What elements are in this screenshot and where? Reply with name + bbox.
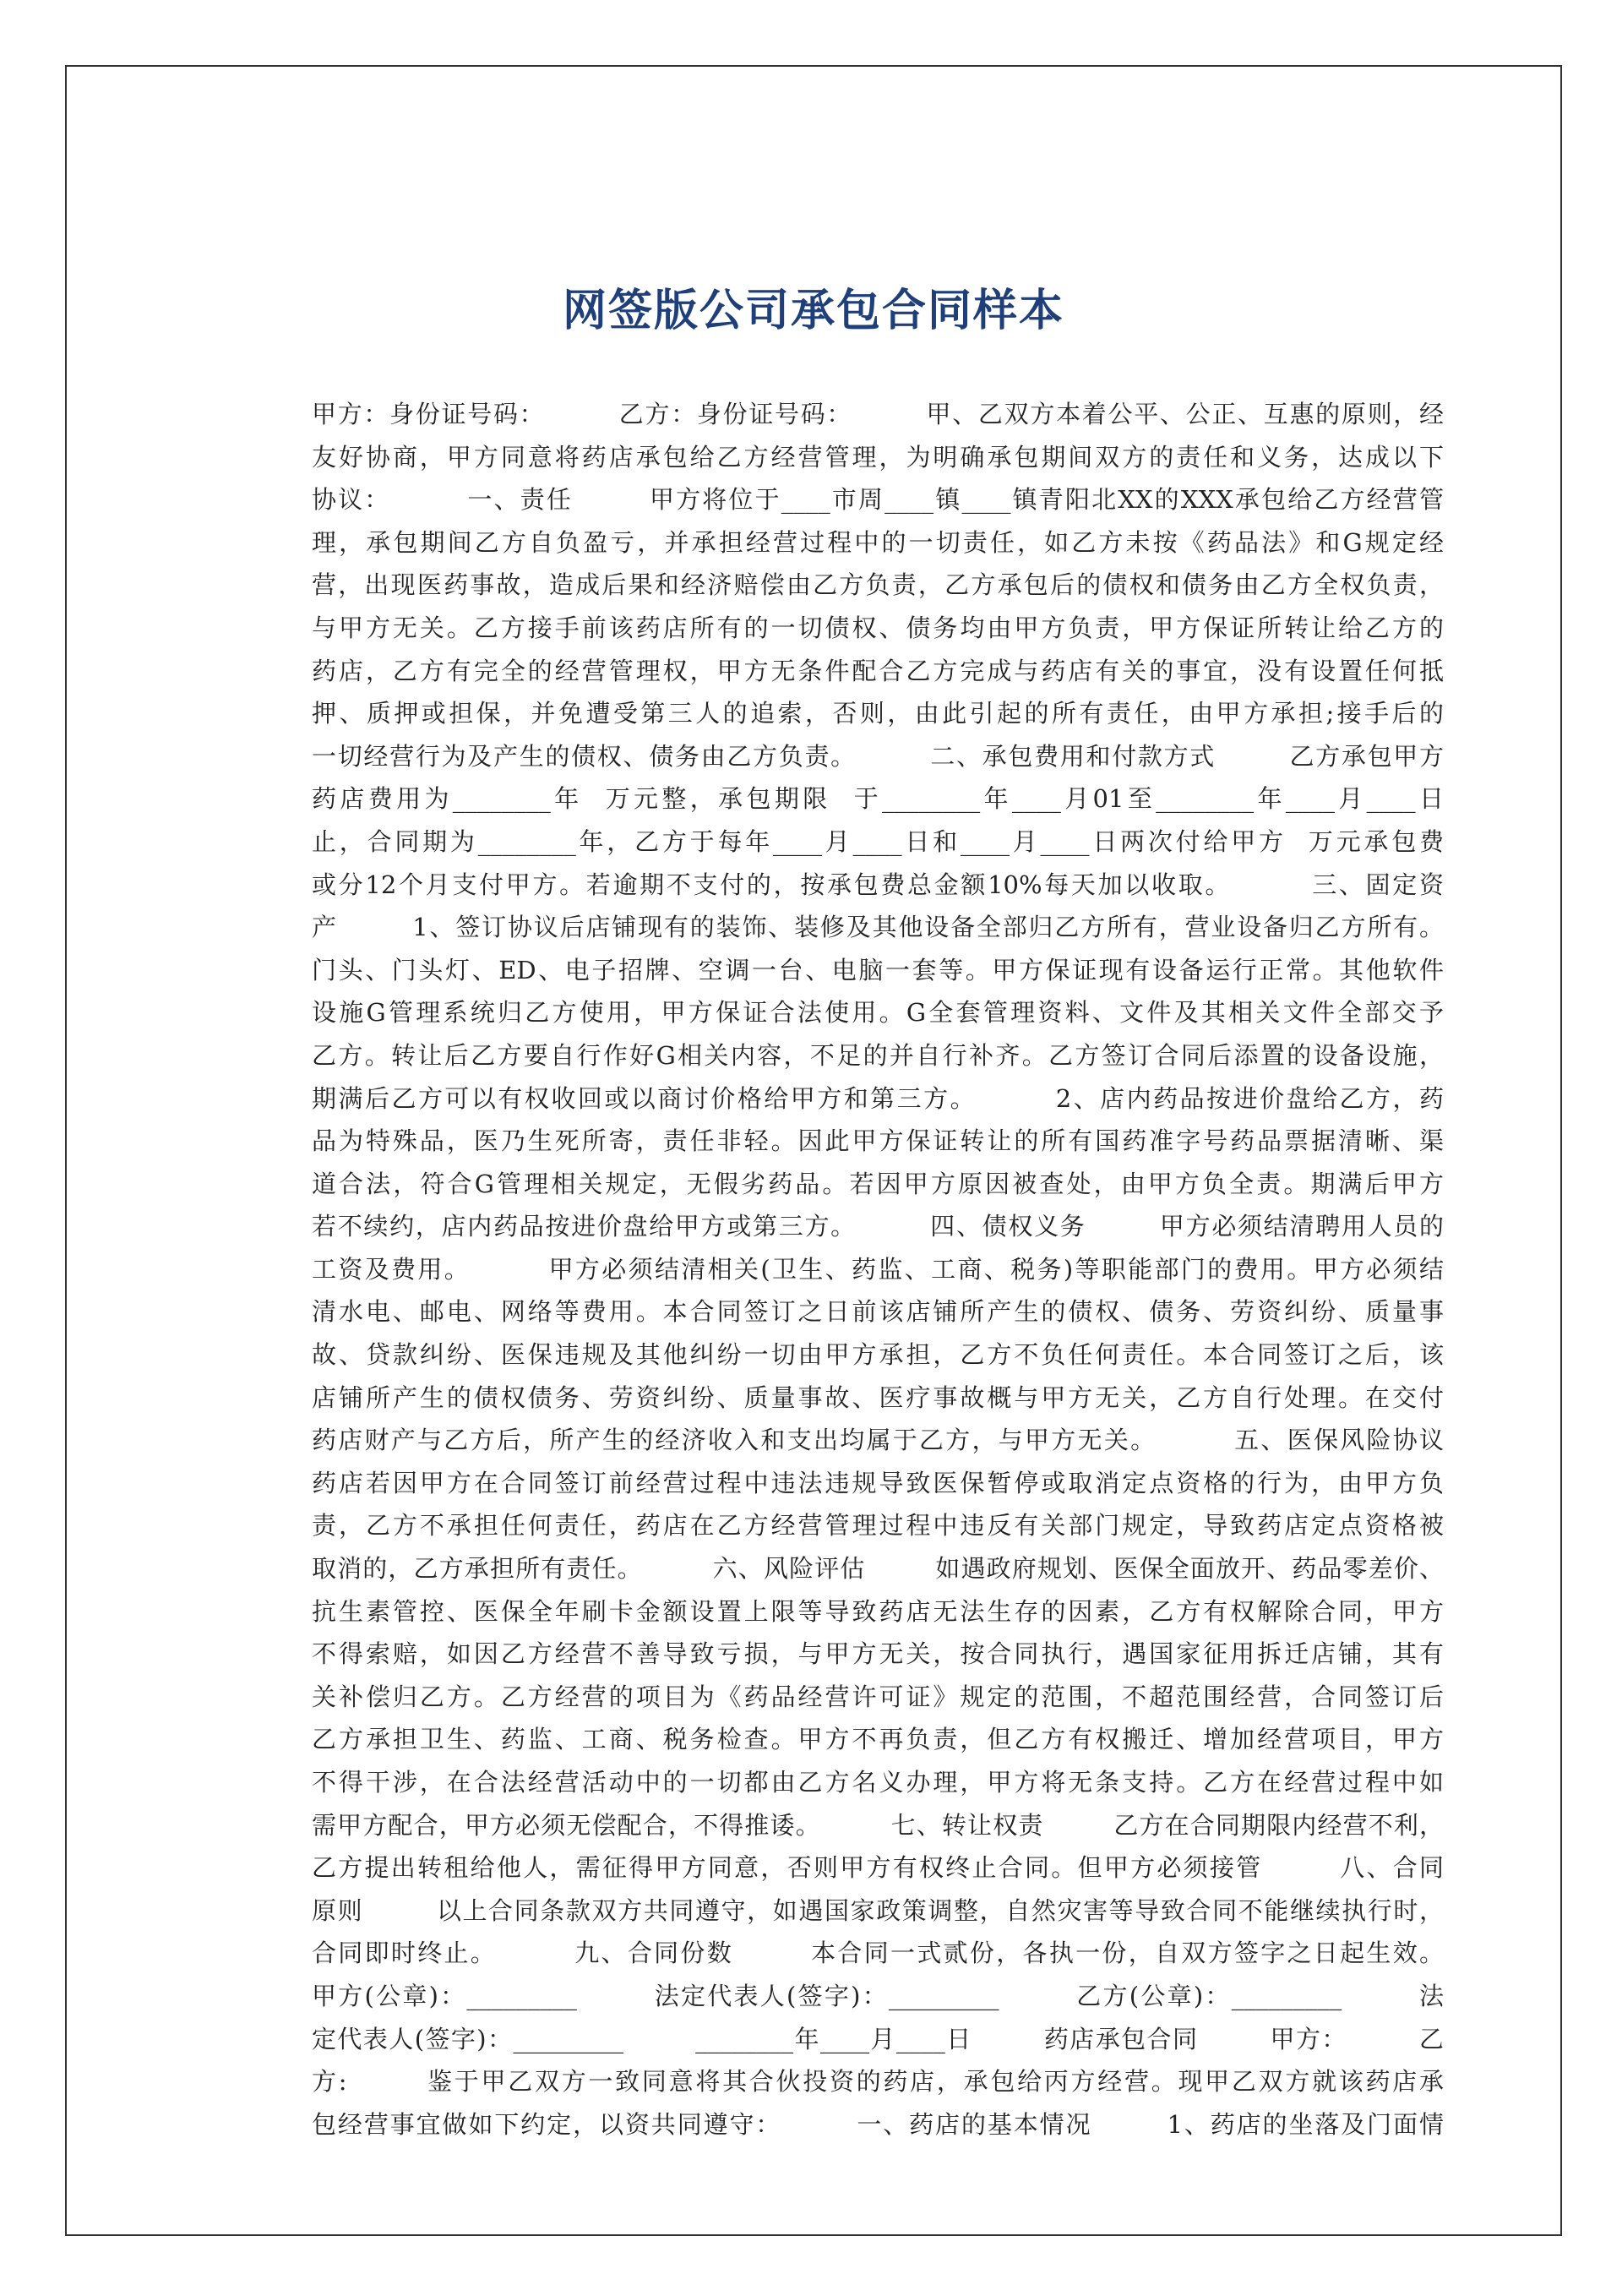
body-line: 不得干涉，在合法经营活动中的一切都由乙方名义办理，甲方将无条支持。乙方在经营过程中如: [312, 1768, 1444, 1797]
body-line: 故、贷款纠纷、医保违规及其他纠纷一切由甲方承担，乙方不负任何责任。本合同签订之后，该: [312, 1340, 1444, 1370]
body-line: 关补偿归乙方。乙方经营的项目为《药品经营许可证》规定的范围，不超范围经营，合同签订后: [312, 1682, 1444, 1711]
body-line: 押、质押或担保，并免遭受第三人的追索，否则，由此引起的所有责任，由甲方承担;接手后的: [312, 699, 1444, 728]
body-line: 合同即时终止。 九、合同份数 本合同一式贰份，各执一份，自双方签字之日起生效。: [312, 1939, 1444, 1968]
body-line: 抗生素管控、医保全年刷卡金额设置上限等导致药店无法生存的因素，乙方有权解除合同，甲方: [312, 1596, 1444, 1626]
body-line: 或分12个月支付甲方。若逾期不支付的，按承包费总金额10%每天加以收取。 三、固定资: [312, 870, 1444, 899]
body-line: 药店财产与乙方后，所产生的经济收入和支出均属于乙方，与甲方无关。 五、医保风险协议: [312, 1426, 1444, 1455]
body-line: 止，合同期为________年，乙方于每年____月____日和____月____日两次付给甲方 万元承包费: [312, 826, 1444, 856]
body-line: 药店若因甲方在合同签订前经营过程中违法违规导致医保暂停或取消定点资格的行为，由甲方负: [312, 1468, 1444, 1497]
body-line: 设施G管理系统归乙方使用，甲方保证合法使用。G全套管理资料、文件及其相关文件全部交予: [312, 998, 1444, 1028]
body-line: 营，出现医药事故，造成后果和经济赔偿由乙方负责，乙方承包后的债权和债务由乙方全权负责，: [312, 570, 1444, 600]
body-line: 包经营事宜做如下约定，以资共同遵守： 一、药店的基本情况 1、药店的坐落及门面情: [312, 2109, 1444, 2139]
document-title: 网签版公司承包合同样本: [562, 285, 1064, 336]
contract-body: [312, 393, 1444, 2146]
body-line: 不得索赔，如因乙方经营不善导致亏损，与甲方无关，按合同执行，遇国家征用拆迁店铺，其有: [312, 1639, 1444, 1669]
document-page: [65, 65, 1562, 2236]
body-line: 方: 鉴于甲乙双方一致同意将其合伙投资的药店，承包给丙方经营。现甲乙双方就该药店承: [312, 2067, 1444, 2097]
body-line: 一切经营行为及产生的债权、债务由乙方负责。 二、承包费用和付款方式 乙方承包甲方: [312, 741, 1444, 771]
body-line: 药店，乙方有完全的经营管理权，甲方无条件配合乙方完成与药店有关的事宜，没有设置任何抵: [312, 656, 1444, 685]
body-line: 取消的，乙方承担所有责任。 六、风险评估 如遇政府规划、医保全面放开、药品零差价、: [312, 1554, 1444, 1584]
body-line: 乙方承担卫生、药监、工商、税务检查。甲方不再负责，但乙方有权搬迁、增加经营项目，甲方: [312, 1725, 1444, 1754]
body-line: 责，乙方不承担任何责任，药店在乙方经营管理过程中违反有关部门规定，导致药店定点资格被: [312, 1511, 1444, 1541]
body-line: 期满后乙方可以有权收回或以商讨价格给甲方和第三方。 2、店内药品按进价盘给乙方，药: [312, 1083, 1444, 1113]
body-line: 需甲方配合，甲方必须无偿配合，不得推诿。 七、转让权责 乙方在合同期限内经营不利，: [312, 1810, 1444, 1840]
body-line: 药店费用为________年 万元整，承包期限 于________年____月01至________年____月____日: [312, 784, 1444, 814]
body-line: 产 1、签订协议后店铺现有的装饰、装修及其他设备全部归乙方所有，营业设备归乙方所有。: [312, 913, 1444, 942]
body-line: 原则 以上合同条款双方共同遵守，如遇国家政策调整，自然灾害等导致合同不能继续执行时，: [312, 1895, 1444, 1925]
body-line: 甲方(公章)：_________ 法定代表人(签字)：_________ 乙方(公章)：_________ 法: [312, 1981, 1444, 2010]
body-line: 道合法，符合G管理相关规定，无假劣药品。若因甲方原因被查处，由甲方负全责。期满后甲方: [312, 1169, 1444, 1198]
body-line: 理，承包期间乙方自负盈亏，并承担经营过程中的一切责任，如乙方未按《药品法》和G规定经: [312, 527, 1444, 557]
body-line: 门头、门头灯、ED、电子招牌、空调一台、电脑一套等。甲方保证现有设备运行正常。其他软件: [312, 955, 1444, 984]
body-line: 甲方：身份证号码： 乙方：身份证号码： 甲、乙双方本着公平、公正、互惠的原则，经: [312, 400, 1444, 428]
body-line: 与甲方无关。乙方接手前该药店所有的一切债权、债务均由甲方负责，甲方保证所转让给乙方的: [312, 613, 1444, 642]
body-line: 清水电、邮电、网络等费用。本合同签订之日前该店铺所产生的债权、债务、劳资纠纷、质量事: [312, 1297, 1444, 1327]
body-line: 协议： 一、责任 甲方将位于____市周____镇____镇青阳北XX的XXX承包给乙方经营管: [312, 485, 1444, 515]
body-line: 若不续约，店内药品按进价盘给甲方或第三方。 四、债权义务 甲方必须结清聘用人员的: [312, 1212, 1444, 1241]
body-line: 乙方。转让后乙方要自行作好G相关内容，不足的并自行补齐。乙方签订合同后添置的设备设施，: [312, 1040, 1444, 1070]
body-line: 友好协商，甲方同意将药店承包给乙方经营管理，为明确承包期间双方的责任和义务，达成以下: [312, 442, 1444, 472]
body-line: 品为特殊品，医乃生死所寄，责任非轻。因此甲方保证转让的所有国药准字号药品票据清晰、渠: [312, 1126, 1444, 1156]
body-line: 定代表人(签字)：_________ ________年____月____日 药店承包合同 甲方： 乙: [312, 2024, 1444, 2053]
body-line: 店铺所产生的债权债务、劳资纠纷、质量事故、医疗事故概与甲方无关，乙方自行处理。在交付: [312, 1383, 1444, 1412]
body-line: 工资及费用。 甲方必须结清相关(卫生、药监、工商、税务)等职能部门的费用。甲方必须结: [312, 1254, 1444, 1284]
body-line: 乙方提出转租给他人，需征得甲方同意，否则甲方有权终止合同。但甲方必须接管 八、合同: [312, 1853, 1444, 1883]
